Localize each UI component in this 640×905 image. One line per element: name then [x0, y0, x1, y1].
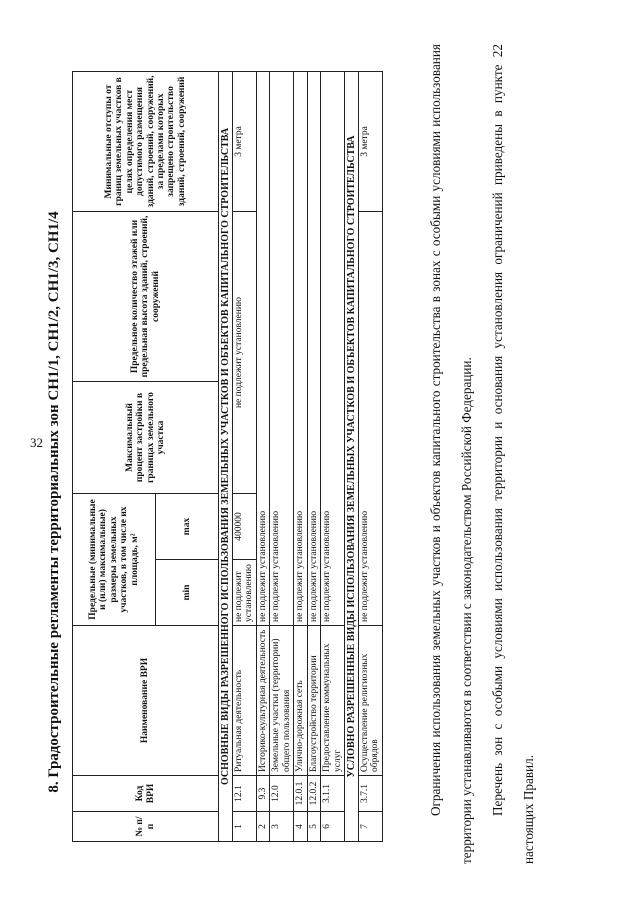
cell-code: 3.7.1	[358, 776, 382, 812]
cell-setback: 3 метра	[233, 72, 257, 212]
header-percent: Максимальный процент застройки в границах земельного участка	[73, 382, 219, 494]
cell-name: Улично-дорожная сеть	[294, 626, 307, 776]
table-row	[307, 72, 320, 842]
cell-num: 7	[358, 812, 382, 842]
cell-name: Ритуальная деятельность	[233, 626, 257, 776]
cell-percent-floors: не подлежит установлению	[233, 212, 257, 494]
cell-setback: 3 метра	[358, 72, 382, 212]
cell-merged: не подлежит установлению	[256, 72, 269, 626]
cell-max: 400000	[233, 494, 257, 560]
cell-code: 12.0.1	[294, 776, 307, 812]
group-title: УСЛОВНО РАЗРЕШЕННЫЕ ВИДЫ ИСПОЛЬЗОВАНИЯ ЗЕМЕЛЬНЫХ УЧАСТКОВ И ОБЪЕКТОВ КАПИТАЛЬНОГО СТРОИТЕЛЬСТВА	[344, 72, 358, 842]
cell-name: Благоустройство территории	[307, 626, 320, 776]
table-row	[270, 72, 294, 842]
paragraph: Перечень зон с особыми условиями использования территории и основания установления ограничений приведены в пункте 22 настоящих Правил.	[490, 44, 536, 864]
cell-num: 6	[321, 812, 345, 842]
header-num: № п/п	[73, 812, 219, 842]
header-setback: Минимальные отступы от границ земельных участков в целях определения мест допустимого размещения зданий, строений, сооружений, за пределами которых запрещено строительство зданий, строений, сооружений	[73, 72, 219, 212]
header-name: Наименование ВРИ	[73, 626, 219, 776]
body-text	[420, 44, 544, 864]
header-floors: Предельное количество этажей или предельная высота зданий, строений, сооружений	[73, 212, 219, 382]
group-row-conditional	[344, 72, 358, 842]
cell-code: 12.0	[270, 776, 294, 812]
header-code: Код ВРИ	[73, 776, 219, 812]
cell-code: 9.3	[256, 776, 269, 812]
rotated-page-content	[40, 22, 600, 882]
cell-min: не подлежит установлению	[233, 560, 257, 626]
cell-merged: не подлежит установлению	[270, 72, 294, 626]
regulations-table	[72, 71, 383, 842]
table-row	[233, 72, 257, 842]
cell-name: Земельные участки (территории) общего пользования	[270, 626, 294, 776]
cell-num: 2	[256, 812, 269, 842]
cell-name: Осуществление религиозных обрядов	[358, 626, 382, 776]
group-row-main	[219, 72, 233, 842]
paragraph: Ограничения использования земельных участков и объектов капитального строительства в зонах с особыми условиями использования территории устанавливаются в соответствии с законодательством Российской Федерации.	[428, 44, 474, 864]
header-sizes: Предельные (минимальные и (или) максимальные) размеры земельных участков, в том числе их площадь, м²	[73, 494, 156, 626]
cell-code: 12.0.2	[307, 776, 320, 812]
cell-num: 3	[270, 812, 294, 842]
cell-merged: не подлежит установлению	[321, 72, 345, 626]
cell-name: Предоставление коммунальных услуг	[321, 626, 345, 776]
cell-num: 5	[307, 812, 320, 842]
section-title: 8. Градостроительные регламенты территориальных зон СН1/1, СН1/2, СН1/3, СН1/4	[46, 211, 62, 793]
cell-merged: не подлежит установлению	[294, 72, 307, 626]
table-row	[294, 72, 307, 842]
cell-num: 4	[294, 812, 307, 842]
table-row	[321, 72, 345, 842]
cell-code: 3.1.1	[321, 776, 345, 812]
table-row	[358, 72, 382, 842]
cell-merged: не подлежит установлению	[358, 212, 382, 626]
cell-merged: не подлежит установлению	[307, 72, 320, 626]
header-min: min	[156, 560, 219, 626]
page-number: 32	[30, 435, 43, 450]
table-row	[256, 72, 269, 842]
cell-code: 12.1	[233, 776, 257, 812]
cell-num: 1	[233, 812, 257, 842]
cell-name: Историко-культурная деятельность	[256, 626, 269, 776]
header-max: max	[156, 494, 219, 560]
group-title: ОСНОВНЫЕ ВИДЫ РАЗРЕШЕННОГО ИСПОЛЬЗОВАНИЯ ЗЕМЕЛЬНЫХ УЧАСТКОВ И ОБЪЕКТОВ КАПИТАЛЬНОГО СТРОИТЕЛЬСТВА	[219, 72, 233, 842]
table-header-row	[73, 72, 156, 842]
